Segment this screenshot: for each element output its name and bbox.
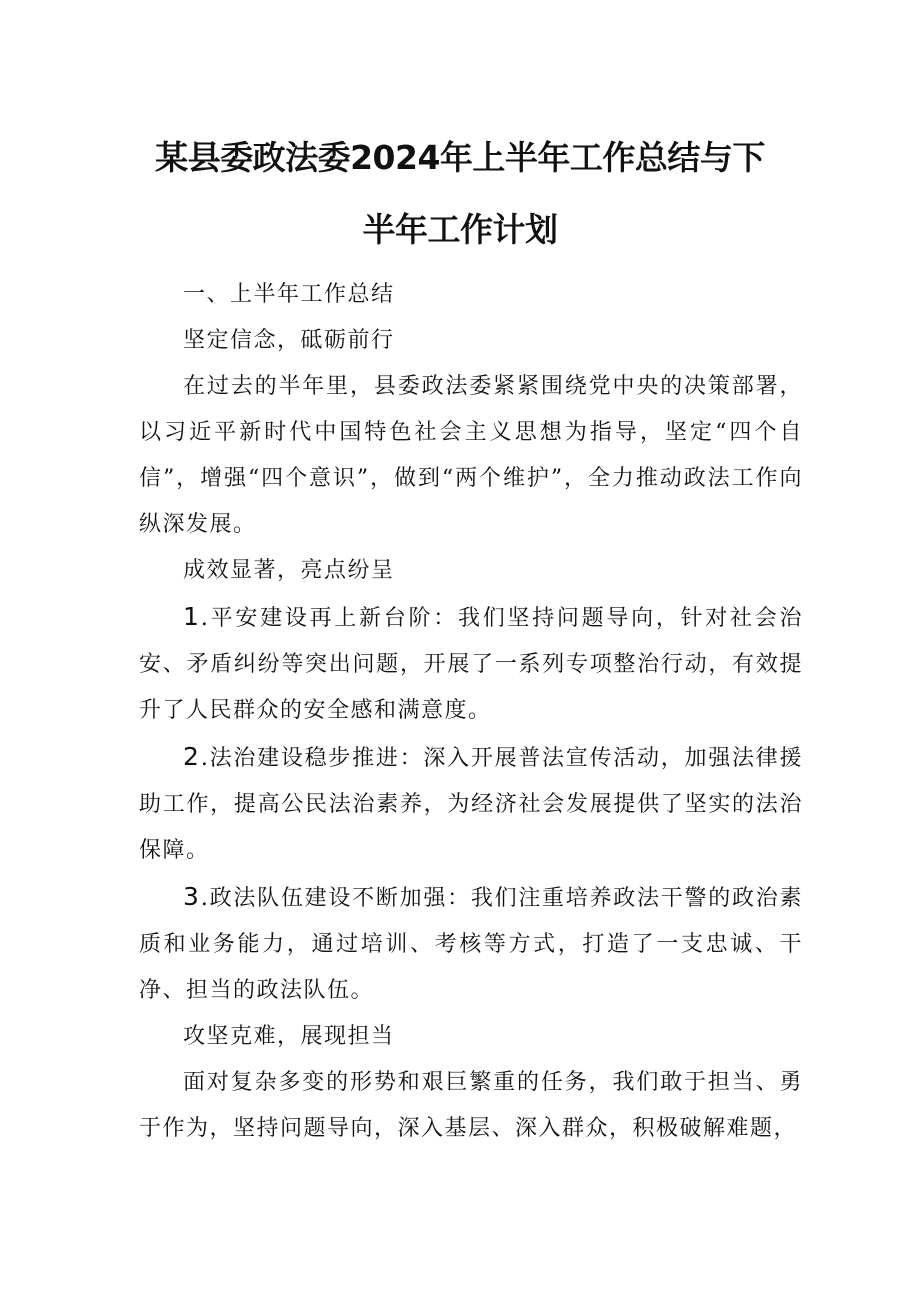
list-item-rule-of-law: [139, 734, 803, 874]
list-item-text: .政法队伍建设不断加强：我们注重培养政法干警的政治素质和业务能力，通过培训、考核等方式，打造了一支忠诚、干净、担当的政法队伍。: [139, 886, 803, 1003]
paragraph-firm-belief: 在过去的半年里，县委政法委紧紧围绕党中央的决策部署，以习近平新时代中国特色社会主义思想为指导，坚定“四个自信”，增强“四个意识”，做到“两个维护”，全力推动政法工作向纵深发展。: [139, 374, 803, 537]
list-item-safety-construction: [139, 594, 803, 734]
subheading-achievements: 成效显著，亮点纷呈: [183, 558, 395, 583]
list-item-number: 1: [183, 602, 199, 631]
section-heading-summary: 一、上半年工作总结: [183, 282, 395, 307]
list-item-team-building: [139, 874, 803, 1014]
subheading-firm-belief: 坚定信念，砥砺前行: [183, 328, 395, 353]
document-title-line-2: 半年工作计划: [362, 210, 558, 249]
list-item-text: .平安建设再上新台阶：我们坚持问题导向，针对社会治安、矛盾纠纷等突出问题，开展了一系列专项整治行动，有效提升了人民群众的安全感和满意度。: [139, 606, 803, 723]
document-body: [139, 272, 803, 1152]
paragraph-tackle-difficulties: 面对复杂多变的形势和艰巨繁重的任务，我们敢于担当、勇于作为，坚持问题导向，深入基层、深入群众，积极破解难题，: [139, 1070, 803, 1141]
list-item-number: 3: [183, 882, 199, 911]
subheading-tackle-difficulties: 攻坚克难，展现担当: [183, 1024, 395, 1049]
list-item-number: 2: [183, 742, 199, 771]
document-title-line-1: 某县委政法委2024年上半年工作总结与下: [155, 138, 765, 177]
list-item-text: .法治建设稳步推进：深入开展普法宣传活动，加强法律援助工作，提高公民法治素养，为经济社会发展提供了坚实的法治保障。: [139, 746, 803, 863]
